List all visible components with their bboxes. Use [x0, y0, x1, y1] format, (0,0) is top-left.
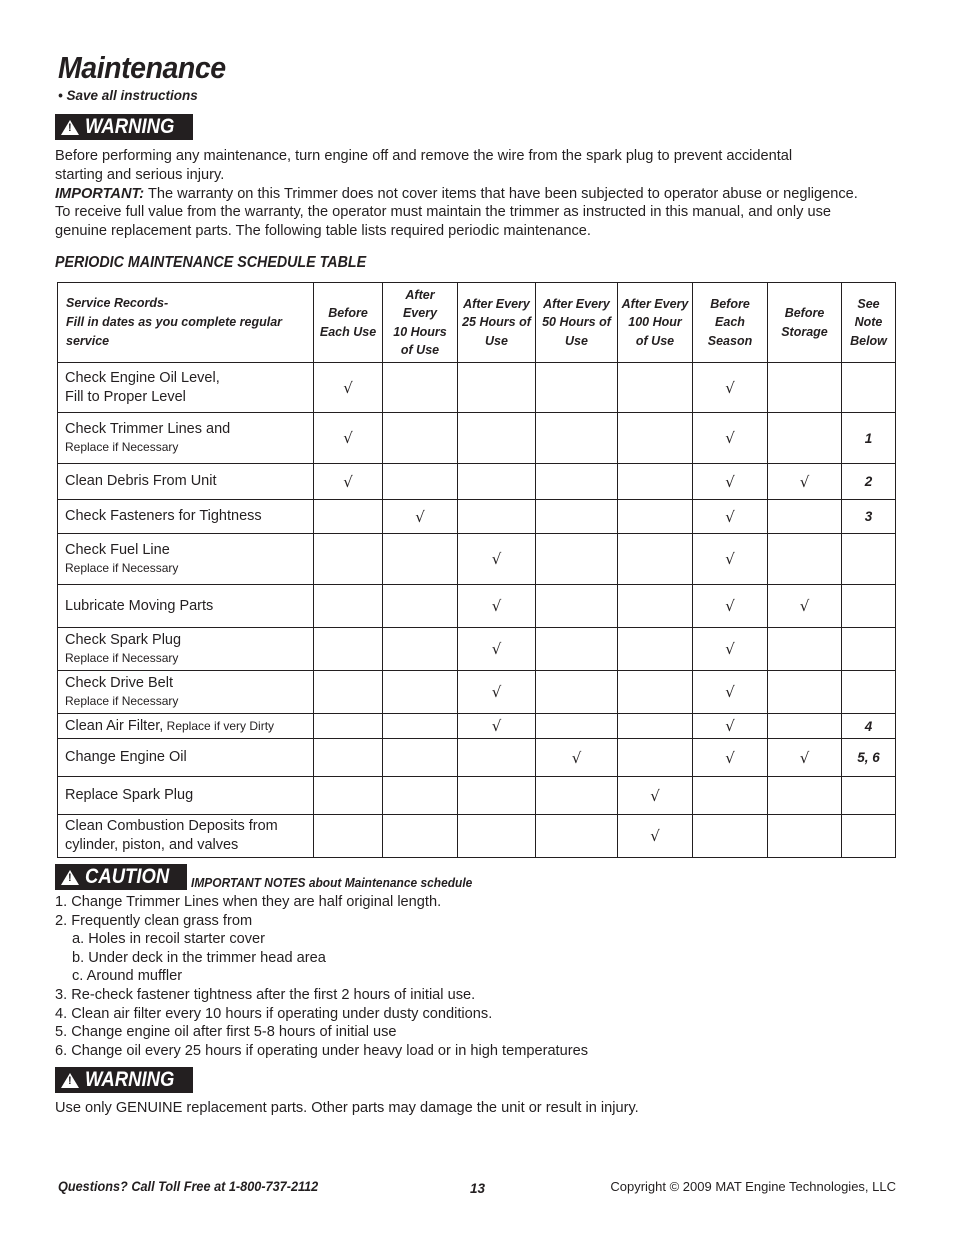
empty-cell: [536, 464, 618, 500]
column-header-line: Storage: [781, 324, 828, 339]
header-service-records: [58, 283, 314, 363]
empty-cell: [536, 363, 618, 413]
check-mark-cell: √: [618, 777, 693, 815]
empty-cell: [314, 714, 383, 739]
empty-cell: [768, 628, 842, 671]
empty-cell: [314, 739, 383, 777]
empty-cell: [618, 500, 693, 534]
task-label: Lubricate Moving Parts: [65, 597, 214, 614]
table-header-row: [58, 283, 896, 363]
note-item: 6. Change oil every 25 hours if operating under heavy load or in high temperatures: [55, 1042, 588, 1059]
header-line: Service Records-: [66, 296, 169, 310]
empty-cell: [383, 671, 458, 714]
column-header-line: After Every: [463, 296, 530, 311]
note-ref-cell: 3: [842, 500, 896, 534]
warning-line-4: To receive full value from the warranty, the operator must maintain the trimmer as instructed in this manual, and only use: [55, 204, 831, 221]
empty-cell: [314, 534, 383, 585]
warning-label: WARNING: [85, 115, 175, 138]
check-mark-cell: √: [693, 500, 768, 534]
column-header: [768, 283, 842, 363]
column-header-line: After Every: [621, 296, 689, 311]
column-header: [383, 283, 458, 363]
empty-cell: [383, 628, 458, 671]
warning-line-1: Before performing any maintenance, turn engine off and remove the wire from the spark plug to prevent accidental: [55, 148, 793, 164]
page-title: Maintenance: [58, 50, 226, 85]
task-sublabel: Replace if Necessary: [65, 651, 179, 665]
check-mark-cell: √: [693, 363, 768, 413]
caution-label: CAUTION: [85, 865, 170, 888]
check-mark-cell: √: [768, 585, 842, 628]
check-mark-cell: √: [458, 585, 536, 628]
empty-cell: [314, 777, 383, 815]
table-row: [58, 714, 896, 739]
empty-cell: [458, 815, 536, 858]
note-item: a. Holes in recoil starter cover: [72, 931, 266, 948]
empty-cell: [536, 777, 618, 815]
check-mark-cell: √: [768, 739, 842, 777]
column-header-line: See: [857, 296, 880, 311]
page-number: 13: [470, 1181, 486, 1196]
empty-cell: [536, 500, 618, 534]
important-line: [55, 185, 905, 204]
column-header-line: Before: [710, 296, 750, 311]
note-item: c. Around muffler: [72, 968, 183, 985]
empty-cell: [536, 413, 618, 464]
column-header-line: Note: [854, 315, 883, 330]
empty-cell: [618, 739, 693, 777]
note-ref-cell: [842, 534, 896, 585]
warning-label-2: WARNING: [85, 1068, 175, 1091]
task-label: Check Fuel Line: [65, 542, 170, 558]
empty-cell: [536, 628, 618, 671]
warning-badge-2: [55, 1067, 193, 1093]
column-header-line: of Use: [400, 343, 440, 357]
task-cell: [58, 777, 314, 815]
schedule-heading: PERIODIC MAINTENANCE SCHEDULE TABLE: [55, 254, 367, 271]
check-mark-cell: √: [693, 534, 768, 585]
empty-cell: [618, 464, 693, 500]
note-ref-cell: 4: [842, 714, 896, 739]
notes-list: [55, 893, 588, 1060]
task-label: Clean Debris From Unit: [65, 473, 217, 489]
column-header-line: 50 Hours of: [542, 315, 611, 330]
empty-cell: [383, 714, 458, 739]
warning-triangle-icon: [61, 120, 79, 135]
empty-cell: [768, 534, 842, 585]
check-mark-cell: √: [693, 585, 768, 628]
warning-text: [55, 147, 905, 241]
empty-cell: [768, 815, 842, 858]
warning-triangle-icon: [61, 1073, 79, 1088]
check-mark-cell: √: [314, 413, 383, 464]
column-header-line: Each Use: [319, 324, 377, 339]
maintenance-schedule-table: [57, 282, 896, 858]
check-mark-cell: √: [458, 714, 536, 739]
task-cell: [58, 464, 314, 500]
task-label-line2: Fill to Proper Level: [65, 388, 186, 405]
check-mark-cell: √: [458, 534, 536, 585]
note-ref-cell: [842, 363, 896, 413]
empty-cell: [536, 534, 618, 585]
column-header-line: 10 Hours: [393, 324, 447, 339]
task-cell: [58, 413, 314, 464]
empty-cell: [314, 585, 383, 628]
header-line: service: [66, 334, 110, 348]
empty-cell: [768, 363, 842, 413]
warning-line-5: genuine replacement parts. The following table lists required periodic maintenance.: [55, 223, 591, 240]
empty-cell: [383, 363, 458, 413]
check-mark-cell: √: [536, 739, 618, 777]
check-mark-cell: √: [458, 628, 536, 671]
check-mark-cell: √: [314, 464, 383, 500]
page-subtitle: • Save all instructions: [58, 88, 198, 103]
column-header-line: Below: [850, 333, 887, 348]
check-mark-cell: √: [693, 671, 768, 714]
task-label: Replace Spark Plug: [65, 787, 194, 803]
note-ref-cell: 5, 6: [842, 739, 896, 777]
table-row: [58, 628, 896, 671]
empty-cell: [768, 671, 842, 714]
empty-cell: [536, 671, 618, 714]
empty-cell: [618, 534, 693, 585]
empty-cell: [458, 500, 536, 534]
note-item: 5. Change engine oil after first 5-8 hours of initial use: [55, 1024, 397, 1041]
task-cell: [58, 363, 314, 413]
caution-triangle-icon: [61, 870, 79, 885]
note-ref-cell: [842, 585, 896, 628]
task-label: Check Spark Plug: [65, 632, 182, 648]
check-mark-cell: √: [693, 413, 768, 464]
task-label: Change Engine Oil: [65, 749, 187, 765]
empty-cell: [458, 777, 536, 815]
table-row: [58, 500, 896, 534]
table-row: [58, 777, 896, 815]
check-mark-cell: √: [458, 671, 536, 714]
note-item: 4. Clean air filter every 10 hours if operating under dusty conditions.: [55, 1005, 493, 1022]
task-label: Clean Air Filter,: [65, 717, 164, 734]
empty-cell: [768, 714, 842, 739]
task-cell: [58, 500, 314, 534]
table-body: [58, 363, 896, 858]
task-label-line2: cylinder, piston, and valves: [65, 837, 239, 853]
empty-cell: [383, 739, 458, 777]
important-text: The warranty on this Trimmer does not cover items that have been subjected to operator abuse or negligence.: [144, 185, 858, 202]
task-label: Check Drive Belt: [65, 675, 173, 691]
check-mark-cell: √: [693, 714, 768, 739]
column-header-line: of Use: [635, 333, 675, 348]
table-row: [58, 413, 896, 464]
task-sublabel: Replace if Necessary: [65, 440, 179, 454]
empty-cell: [768, 413, 842, 464]
column-header-line: After: [405, 287, 435, 302]
task-cell: [58, 671, 314, 714]
empty-cell: [693, 777, 768, 815]
column-header-line: Each: [715, 315, 745, 330]
empty-cell: [693, 815, 768, 858]
warning-text-2: Use only GENUINE replacement parts. Other parts may damage the unit or result in injury.: [55, 1100, 639, 1116]
empty-cell: [383, 464, 458, 500]
check-mark-cell: √: [383, 500, 458, 534]
header-line: Fill in dates as you complete regular: [66, 315, 283, 329]
empty-cell: [314, 671, 383, 714]
empty-cell: [458, 464, 536, 500]
empty-cell: [536, 714, 618, 739]
column-header: [693, 283, 768, 363]
footer-copyright: Copyright © 2009 MAT Engine Technologies, LLC: [610, 1179, 896, 1194]
column-header-line: 25 Hours of: [462, 315, 531, 330]
notes-title: IMPORTANT NOTES about Maintenance schedule: [191, 875, 473, 890]
task-label: Clean Combustion Deposits from: [65, 818, 278, 834]
column-header-line: Use: [485, 333, 508, 348]
empty-cell: [383, 815, 458, 858]
column-header: [314, 283, 383, 363]
task-label: Check Engine Oil Level,: [65, 369, 220, 386]
task-cell: [58, 714, 314, 739]
warning-badge: [55, 114, 193, 140]
empty-cell: [458, 363, 536, 413]
important-label: IMPORTANT:: [55, 185, 145, 202]
empty-cell: [383, 413, 458, 464]
empty-cell: [618, 363, 693, 413]
check-mark-cell: √: [314, 363, 383, 413]
column-header-line: Use: [565, 333, 588, 348]
note-ref-cell: [842, 628, 896, 671]
column-header-line: 100 Hour: [628, 315, 682, 330]
task-sublabel: Replace if Necessary: [65, 694, 179, 708]
task-sublabel: Replace if Necessary: [65, 561, 179, 575]
note-ref-cell: 2: [842, 464, 896, 500]
column-header-line: Before: [784, 306, 825, 320]
table-row: [58, 534, 896, 585]
column-header-line: After Every: [543, 296, 610, 311]
empty-cell: [383, 777, 458, 815]
note-item: 3. Re-check fastener tightness after the first 2 hours of initial use.: [55, 986, 476, 1003]
task-cell: [58, 739, 314, 777]
warning-line-2: starting and serious injury.: [55, 166, 225, 183]
column-header: [842, 283, 896, 363]
table-row: [58, 585, 896, 628]
task-cell: [58, 585, 314, 628]
table-row: [58, 363, 896, 413]
empty-cell: [314, 500, 383, 534]
caution-badge: [55, 864, 187, 890]
task-cell: [58, 534, 314, 585]
empty-cell: [458, 739, 536, 777]
task-note-inline: Replace if very Dirty: [163, 718, 275, 733]
note-ref-cell: [842, 777, 896, 815]
empty-cell: [618, 413, 693, 464]
table-row: [58, 815, 896, 858]
check-mark-cell: √: [768, 464, 842, 500]
column-header-line: Season: [707, 333, 753, 348]
task-label: Check Trimmer Lines and: [65, 421, 231, 437]
note-ref-cell: [842, 671, 896, 714]
table-row: [58, 739, 896, 777]
task-label: Check Fasteners for Tightness: [65, 508, 262, 524]
empty-cell: [768, 500, 842, 534]
table-row: [58, 464, 896, 500]
empty-cell: [314, 628, 383, 671]
empty-cell: [536, 815, 618, 858]
empty-cell: [618, 628, 693, 671]
empty-cell: [618, 714, 693, 739]
check-mark-cell: √: [693, 628, 768, 671]
empty-cell: [536, 585, 618, 628]
check-mark-cell: √: [693, 739, 768, 777]
column-header: [458, 283, 536, 363]
empty-cell: [618, 671, 693, 714]
empty-cell: [458, 413, 536, 464]
column-header: [618, 283, 693, 363]
task-cell: [58, 628, 314, 671]
note-ref-cell: 1: [842, 413, 896, 464]
column-header-line: Before: [328, 306, 368, 320]
task-cell: [58, 815, 314, 858]
footer-phone: Questions? Call Toll Free at 1-800-737-2112: [58, 1179, 319, 1194]
note-item: 1. Change Trimmer Lines when they are half original length.: [55, 894, 442, 910]
empty-cell: [383, 585, 458, 628]
note-item: b. Under deck in the trimmer head area: [72, 949, 326, 966]
column-header: [536, 283, 618, 363]
note-ref-cell: [842, 815, 896, 858]
table-row: [58, 671, 896, 714]
check-mark-cell: √: [693, 464, 768, 500]
empty-cell: [383, 534, 458, 585]
empty-cell: [618, 585, 693, 628]
column-header-line: Every: [402, 306, 438, 320]
note-item: 2. Frequently clean grass from: [55, 912, 253, 929]
empty-cell: [314, 815, 383, 858]
empty-cell: [768, 777, 842, 815]
check-mark-cell: √: [618, 815, 693, 858]
